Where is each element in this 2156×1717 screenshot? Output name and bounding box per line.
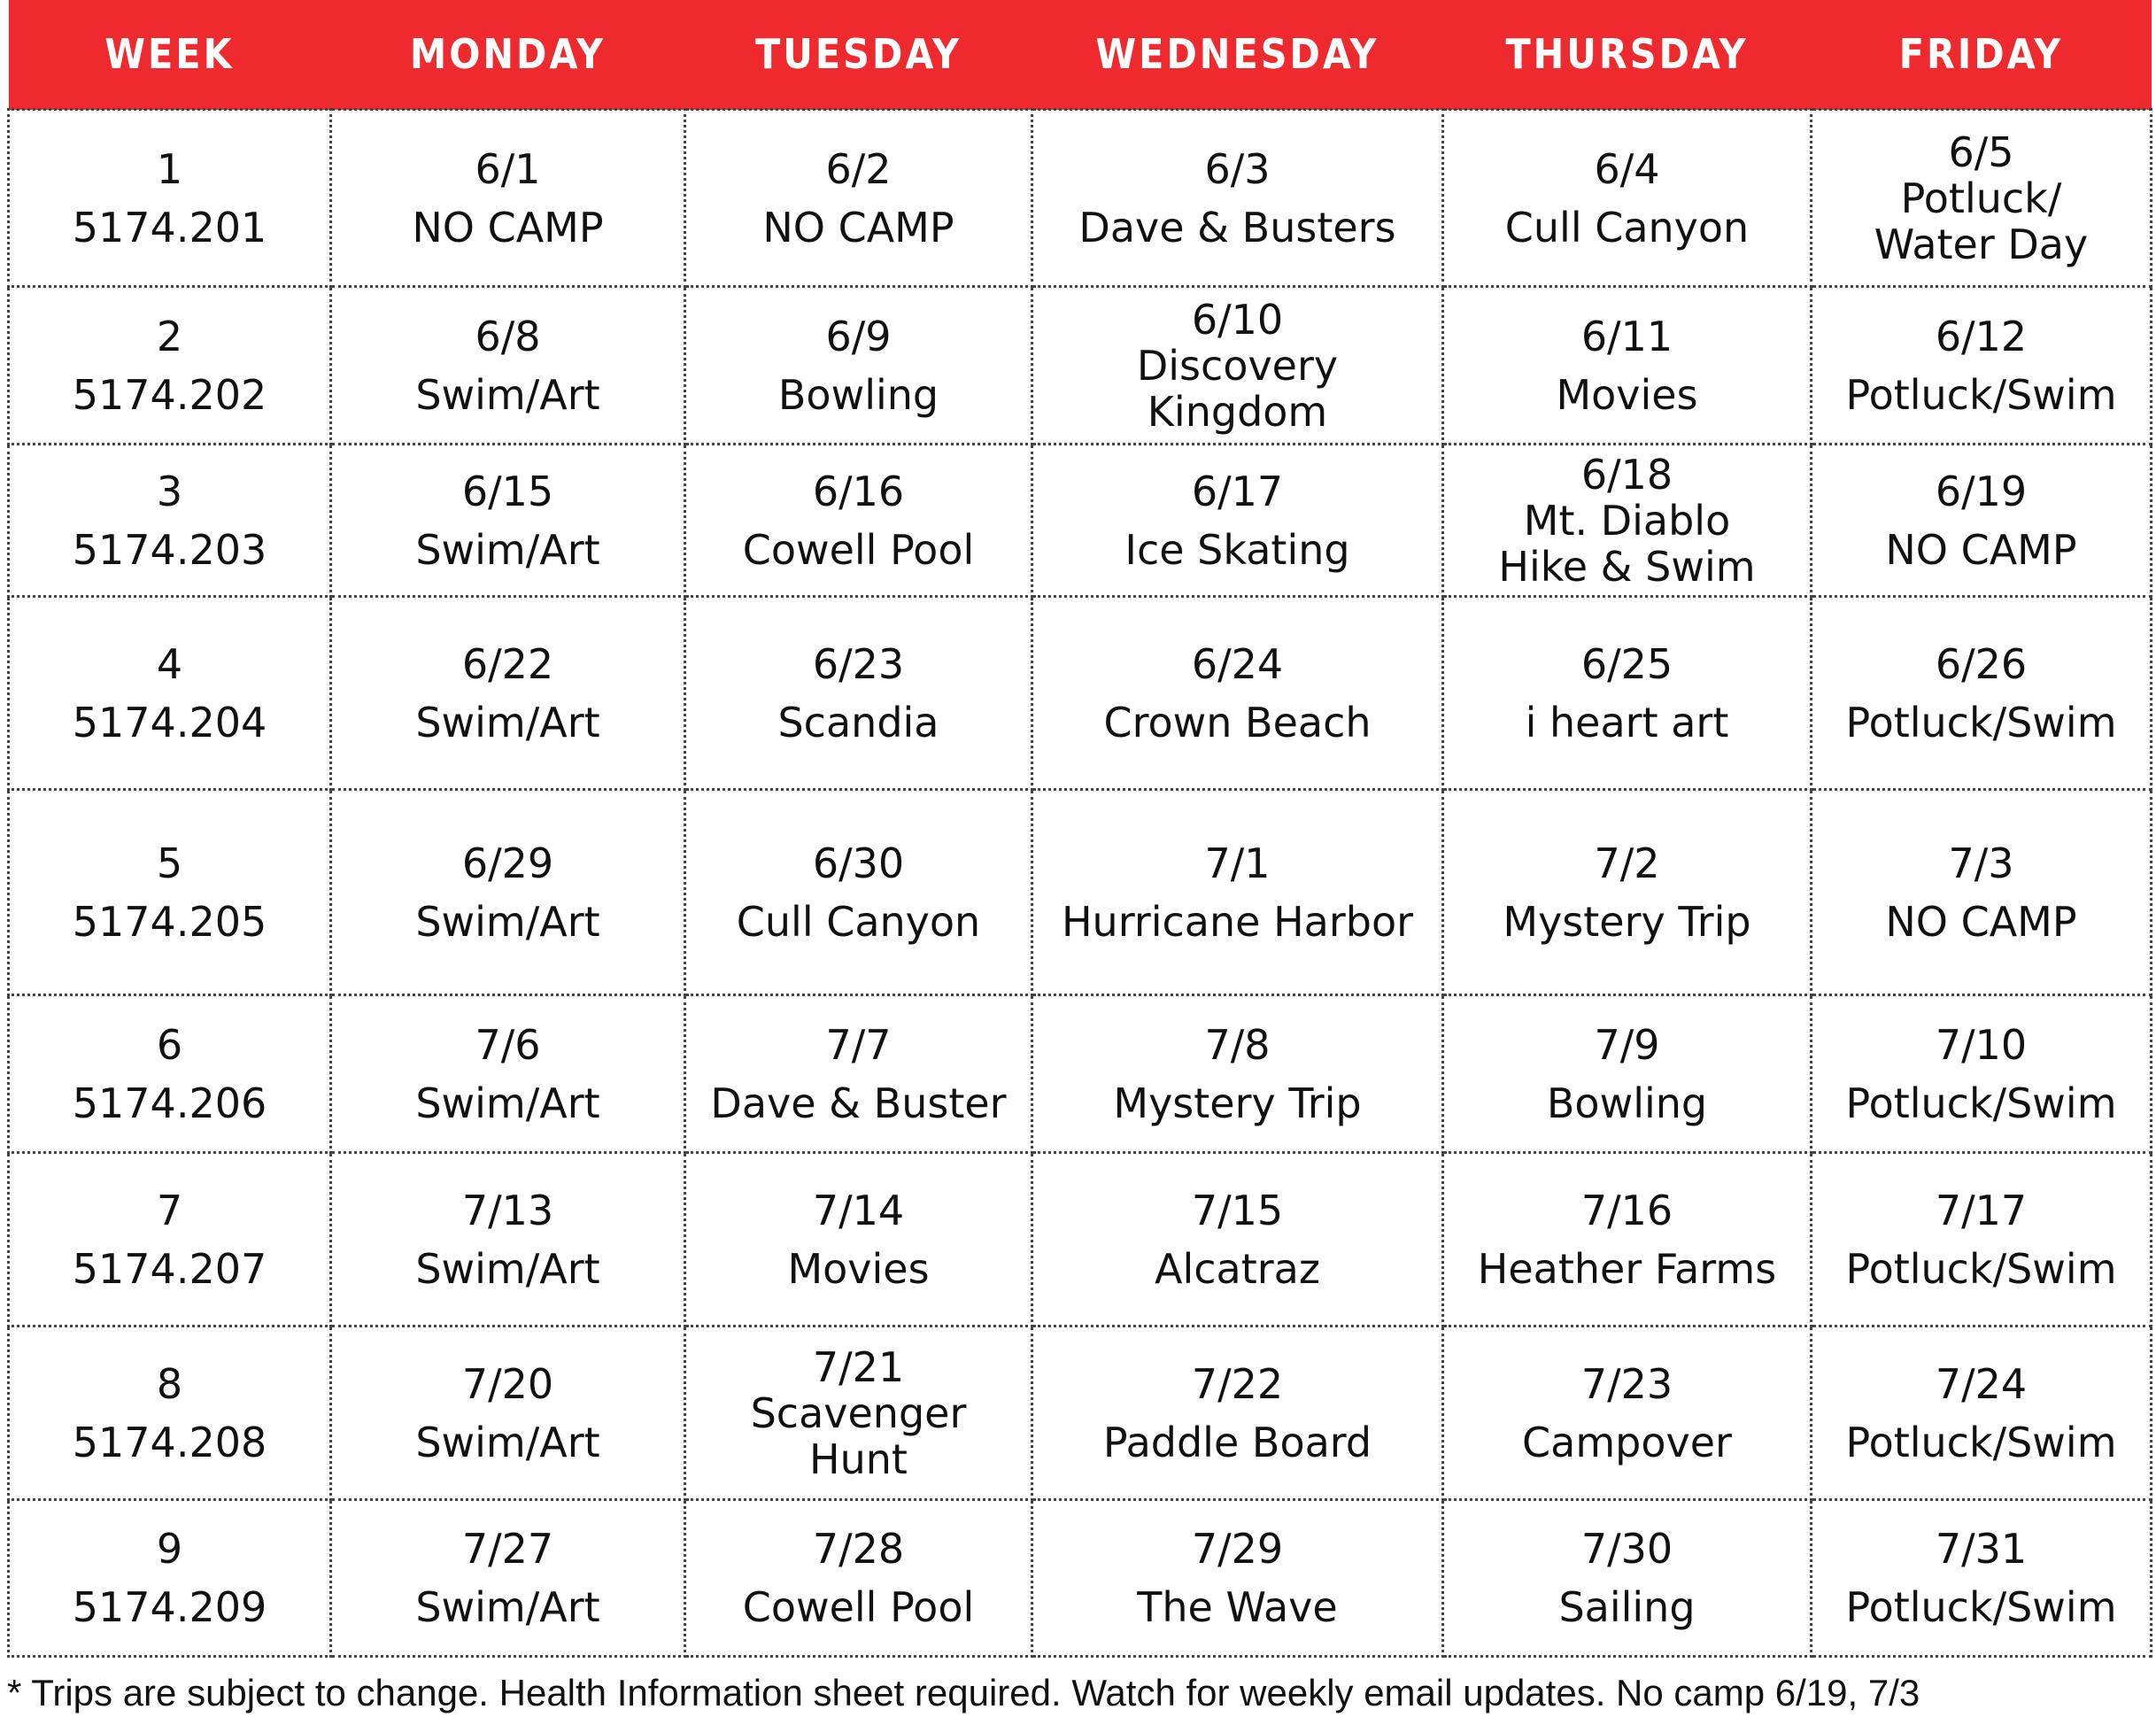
cell-friday [1812,445,2152,597]
activity-label: Mystery Trip [1503,897,1751,946]
cell-wednesday [1032,995,1443,1153]
week-number: 6 [156,1020,183,1069]
schedule-row [9,790,2152,995]
activity-label: Swim/Art [415,1583,600,1631]
activity-label: Mystery Trip [1113,1079,1362,1127]
activity-label: Cowell Pool [742,525,975,574]
activity-label: Cull Canyon [736,897,981,946]
week-number: 3 [156,467,183,515]
date-label: 7/8 [1204,1020,1271,1069]
cell-wednesday [1032,1153,1443,1326]
cell-friday [1812,790,2152,995]
activity-label: Discovery [1136,341,1339,390]
course-code: 5174.205 [72,897,267,946]
activity-label: Movies [1556,370,1698,419]
date-label: 6/11 [1580,312,1673,360]
schedule-row [9,597,2152,790]
activity-label: Potluck/ [1900,174,2062,222]
cell-tuesday [685,790,1032,995]
cell-thursday [1443,790,1812,995]
cell-wednesday [1032,1500,1443,1657]
activity-label: Dave & Buster [710,1079,1007,1127]
date-label: 7/28 [812,1525,905,1573]
cell-week [9,1500,331,1657]
activity-label: Campover [1522,1418,1732,1466]
date-label: 6/23 [812,639,905,688]
cell-wednesday [1032,110,1443,287]
cell-thursday [1443,597,1812,790]
schedule-row [9,1153,2152,1326]
schedule-header [9,0,2152,110]
footnote: * Trips are subject to change. Health Information sheet required. Watch for weekly email updates. No camp 6/19, 7/3 [7,1672,1920,1713]
date-label: 7/3 [1948,839,2014,887]
course-code: 5174.207 [72,1244,267,1293]
schedule-row [9,110,2152,287]
cell-week [9,445,331,597]
date-label: 6/24 [1191,639,1284,688]
date-label: 7/22 [1191,1359,1284,1408]
cell-thursday [1443,1500,1812,1657]
activity-label: Potluck/Swim [1845,698,2117,746]
week-number: 7 [156,1186,183,1234]
schedule-row [9,995,2152,1153]
date-label: 7/1 [1204,839,1271,887]
date-label: 7/14 [812,1186,905,1234]
date-label: 7/15 [1191,1186,1284,1234]
cell-tuesday [685,995,1032,1153]
activity-label: NO CAMP [762,203,954,251]
activity-label: Heather Farms [1477,1244,1777,1293]
cell-monday [331,1500,685,1657]
cell-thursday [1443,287,1812,445]
activity-label: Sailing [1558,1583,1696,1631]
cell-tuesday [685,287,1032,445]
date-label: 6/12 [1935,312,2028,360]
schedule-row [9,1326,2152,1500]
activity-label: Paddle Board [1102,1418,1372,1466]
header-row [9,0,2152,110]
header-thursday: THURSDAY [1443,0,1812,110]
date-label: 6/30 [812,839,905,887]
cell-thursday [1443,1153,1812,1326]
schedule-body [9,110,2152,1657]
activity-label: Alcatraz [1154,1244,1320,1293]
activity-label: Swim/Art [415,897,600,946]
date-label: 6/4 [1594,144,1660,193]
date-label: 7/9 [1594,1020,1660,1069]
cell-monday [331,445,685,597]
cell-week [9,995,331,1153]
activity-label: Scandia [777,698,939,746]
date-label: 6/17 [1191,467,1284,515]
activity-label: Bowling [777,370,939,419]
date-label: 6/29 [461,839,554,887]
cell-friday [1812,1326,2152,1500]
cell-friday [1812,1500,2152,1657]
activity-label: Cull Canyon [1504,203,1750,251]
cell-week [9,287,331,445]
date-label: 7/23 [1580,1359,1673,1408]
date-label: 6/1 [475,144,541,193]
activity-label: Swim/Art [415,1244,600,1293]
activity-label: Swim/Art [415,1418,600,1466]
activity-label: Hurricane Harbor [1061,897,1414,946]
cell-wednesday [1032,790,1443,995]
week-number: 1 [156,144,183,193]
activity-label: Bowling [1546,1079,1708,1127]
activity-label: NO CAMP [1885,897,2077,946]
cell-monday [331,1326,685,1500]
cell-friday [1812,1153,2152,1326]
cell-wednesday [1032,1326,1443,1500]
activity-label: Potluck/Swim [1845,1079,2117,1127]
date-label: 6/8 [475,312,541,360]
cell-week [9,1326,331,1500]
activity-label: Potluck/Swim [1845,370,2117,419]
date-label: 6/2 [825,144,892,193]
date-label: 6/18 [1580,450,1673,499]
schedule-row [9,287,2152,445]
cell-monday [331,995,685,1153]
schedule-row [9,1500,2152,1657]
cell-tuesday [685,1326,1032,1500]
cell-tuesday [685,445,1032,597]
date-label: 6/16 [812,467,905,515]
course-code: 5174.203 [72,525,267,574]
cell-week [9,790,331,995]
cell-friday [1812,110,2152,287]
date-label: 7/29 [1191,1525,1284,1573]
cell-thursday [1443,445,1812,597]
activity-label: Swim/Art [415,1079,600,1127]
cell-thursday [1443,110,1812,287]
date-label: 7/17 [1935,1186,2028,1234]
activity-label: Kingdom [1147,387,1328,436]
cell-monday [331,1153,685,1326]
date-label: 6/3 [1204,144,1271,193]
activity-label: NO CAMP [1885,525,2077,574]
activity-label: Mt. Diablo [1523,496,1731,545]
date-label: 7/2 [1594,839,1660,887]
activity-label: Swim/Art [415,698,600,746]
week-number: 4 [156,639,183,688]
date-label: 7/16 [1580,1186,1673,1234]
date-label: 7/7 [825,1020,892,1069]
date-label: 7/20 [461,1359,554,1408]
activity-label: The Wave [1137,1583,1338,1631]
week-number: 5 [156,839,183,887]
course-code: 5174.206 [72,1079,267,1127]
course-code: 5174.209 [72,1583,267,1631]
date-label: 6/19 [1935,467,2028,515]
date-label: 7/21 [812,1342,905,1391]
cell-week [9,597,331,790]
course-code: 5174.204 [72,698,267,746]
course-code: 5174.201 [72,203,267,251]
date-label: 7/30 [1580,1525,1673,1573]
course-code: 5174.202 [72,370,267,419]
header-friday: FRIDAY [1812,0,2152,110]
header-week: WEEK [9,0,331,110]
date-label: 6/26 [1935,639,2028,688]
cell-tuesday [685,597,1032,790]
cell-week [9,110,331,287]
cell-wednesday [1032,287,1443,445]
date-label: 6/25 [1580,639,1673,688]
cell-wednesday [1032,445,1443,597]
date-label: 6/22 [461,639,554,688]
schedule-table [7,0,2152,1658]
activity-label: Hike & Swim [1498,542,1756,591]
activity-label: NO CAMP [412,203,604,251]
date-label: 7/31 [1935,1525,2028,1573]
cell-wednesday [1032,597,1443,790]
activity-label: Scavenger [750,1388,967,1437]
date-label: 7/10 [1935,1020,2028,1069]
cell-thursday [1443,995,1812,1153]
date-label: 7/6 [475,1020,541,1069]
header-monday: MONDAY [331,0,685,110]
activity-label: Cowell Pool [742,1583,975,1631]
cell-tuesday [685,110,1032,287]
cell-tuesday [685,1153,1032,1326]
activity-label: Swim/Art [415,370,600,419]
activity-label: Hunt [809,1435,908,1483]
date-label: 6/10 [1191,295,1284,344]
date-label: 7/13 [461,1186,554,1234]
week-number: 2 [156,312,183,360]
cell-friday [1812,597,2152,790]
cell-friday [1812,995,2152,1153]
activity-label: Crown Beach [1103,698,1372,746]
activity-label: Swim/Art [415,525,600,574]
cell-monday [331,597,685,790]
cell-thursday [1443,1326,1812,1500]
cell-monday [331,790,685,995]
week-number: 9 [156,1525,183,1573]
activity-label: Potluck/Swim [1845,1583,2117,1631]
activity-label: Potluck/Swim [1845,1418,2117,1466]
date-label: 6/9 [825,312,892,360]
activity-label: Ice Skating [1124,525,1350,574]
cell-monday [331,110,685,287]
date-label: 6/5 [1948,128,2014,176]
date-label: 6/15 [461,467,554,515]
cell-week [9,1153,331,1326]
activity-label: Potluck/Swim [1845,1244,2117,1293]
header-wednesday: WEDNESDAY [1032,0,1443,110]
activity-label: Water Day [1874,220,2089,268]
activity-label: i heart art [1525,698,1729,746]
header-tuesday: TUESDAY [685,0,1032,110]
schedule-row [9,445,2152,597]
cell-tuesday [685,1500,1032,1657]
activity-label: Dave & Busters [1078,203,1396,251]
cell-friday [1812,287,2152,445]
activity-label: Movies [787,1244,930,1293]
course-code: 5174.208 [72,1418,267,1466]
date-label: 7/27 [461,1525,554,1573]
date-label: 7/24 [1935,1359,2028,1408]
week-number: 8 [156,1359,183,1408]
cell-monday [331,287,685,445]
